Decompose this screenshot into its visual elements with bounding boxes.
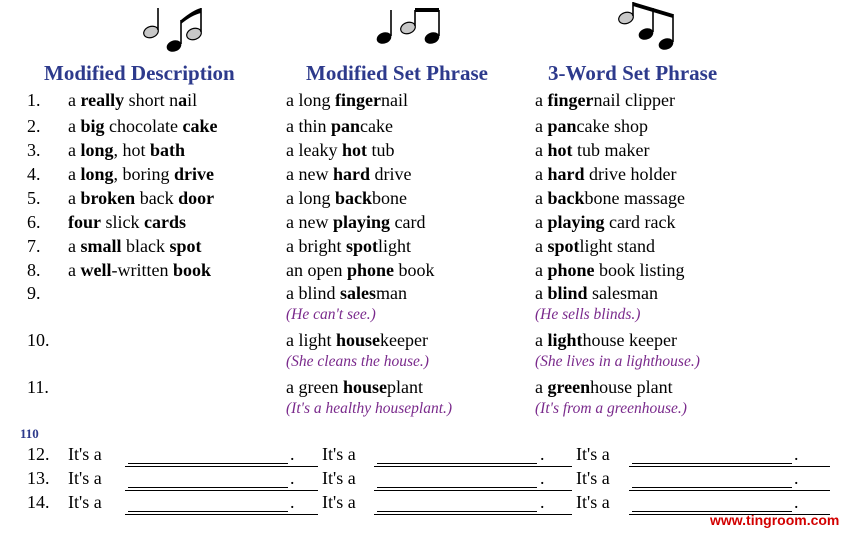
phrase-text: chocolate bbox=[104, 116, 183, 136]
phrase-text: a green bbox=[286, 377, 343, 397]
row-number: 2. bbox=[27, 116, 41, 136]
column-header-modified-set-phrase: Modified Set Phrase bbox=[306, 61, 488, 85]
its-a-label: It's a bbox=[576, 468, 610, 488]
row-underline bbox=[125, 490, 318, 491]
modified-set-phrase-cell bbox=[286, 330, 428, 351]
period: . bbox=[794, 492, 799, 512]
phrase-text: a bbox=[68, 164, 81, 184]
phrase-text: cake bbox=[360, 116, 393, 136]
bold-stress-text: house bbox=[342, 377, 387, 397]
bold-stress-text: cards bbox=[144, 212, 186, 232]
row-number: 1. bbox=[27, 90, 41, 110]
its-a-label: It's a bbox=[322, 444, 356, 464]
period: . bbox=[540, 468, 545, 488]
row-underline bbox=[125, 466, 318, 467]
answer-blank[interactable] bbox=[377, 511, 537, 512]
modified-description-cell bbox=[68, 236, 202, 257]
modified-description-cell bbox=[68, 188, 214, 209]
phrase-text: a bbox=[68, 188, 81, 208]
modified-set-phrase-cell bbox=[286, 377, 423, 398]
phrase-text: black bbox=[121, 236, 170, 256]
phrase-text: , hot bbox=[113, 140, 151, 160]
bold-stress-text: blind bbox=[547, 283, 588, 303]
phrase-text: a bbox=[68, 236, 81, 256]
row-number: 13. bbox=[27, 468, 50, 488]
bold-stress-text: finger bbox=[547, 90, 594, 110]
phrase-text: a thin bbox=[286, 116, 331, 136]
phrase-text: bone massage bbox=[584, 188, 685, 208]
phrase-text: -written bbox=[111, 260, 173, 280]
set-phrase-cell bbox=[535, 116, 648, 137]
phrase-text: a bbox=[535, 236, 548, 256]
row-number: 3. bbox=[27, 140, 41, 160]
phrase-text: il bbox=[187, 90, 198, 110]
bold-stress-text: long bbox=[80, 140, 114, 160]
phrase-text: a bbox=[535, 283, 548, 303]
modified-description-cell bbox=[68, 116, 217, 137]
phrase-text: slick bbox=[101, 212, 144, 232]
row-number: 8. bbox=[27, 260, 41, 280]
modified-set-phrase-cell bbox=[286, 116, 393, 137]
set-phrase-cell bbox=[535, 140, 650, 161]
phrase-text: a light bbox=[286, 330, 336, 350]
phrase-text: a long bbox=[286, 90, 335, 110]
row-number: 9. bbox=[27, 283, 41, 303]
modified-set-phrase-cell bbox=[286, 90, 408, 111]
bold-stress-text: four bbox=[68, 212, 101, 232]
meaning-hint: (She lives in a lighthouse.) bbox=[535, 353, 700, 370]
phrase-text: card rack bbox=[604, 212, 676, 232]
phrase-text: a bbox=[535, 212, 548, 232]
answer-blank[interactable] bbox=[377, 487, 537, 488]
period: . bbox=[290, 492, 295, 512]
its-a-label: It's a bbox=[322, 492, 356, 512]
modified-description-cell bbox=[68, 90, 197, 111]
phrase-text: a bbox=[535, 116, 548, 136]
phrase-text: salesman bbox=[587, 283, 659, 303]
set-phrase-cell bbox=[535, 188, 685, 209]
bold-stress-text: drive bbox=[174, 164, 215, 184]
phrase-text: a bbox=[68, 90, 81, 110]
meaning-hint: (She cleans the house.) bbox=[286, 353, 429, 370]
modified-description-cell bbox=[68, 164, 214, 185]
bold-stress-text: really bbox=[80, 90, 125, 110]
bold-stress-text: hard bbox=[547, 164, 585, 184]
bold-stress-text: book bbox=[172, 260, 212, 280]
phrase-text: a leaky bbox=[286, 140, 342, 160]
phrase-text: tub bbox=[366, 140, 395, 160]
row-underline bbox=[629, 490, 830, 491]
row-number: 6. bbox=[27, 212, 41, 232]
phrase-text: nail clipper bbox=[593, 90, 675, 110]
bold-stress-text: bath bbox=[150, 140, 186, 160]
set-phrase-cell bbox=[535, 377, 673, 398]
bold-stress-text: house bbox=[336, 330, 381, 350]
modified-set-phrase-cell bbox=[286, 260, 435, 281]
its-a-label: It's a bbox=[68, 468, 102, 488]
phrase-text: a bbox=[535, 140, 548, 160]
phrase-text: a bbox=[68, 260, 81, 280]
watermark: www.tingroom.com bbox=[710, 512, 840, 528]
row-number: 10. bbox=[27, 330, 50, 350]
row-underline bbox=[629, 466, 830, 467]
modified-set-phrase-cell bbox=[286, 236, 411, 257]
phrase-text: light stand bbox=[579, 236, 656, 256]
modified-description-cell bbox=[68, 260, 211, 281]
phrase-text: nail bbox=[380, 90, 408, 110]
phrase-text: a new bbox=[286, 164, 333, 184]
phrase-text: house plant bbox=[590, 377, 673, 397]
period: . bbox=[794, 468, 799, 488]
bold-stress-text: small bbox=[80, 236, 122, 256]
bold-stress-text: back bbox=[547, 188, 585, 208]
answer-blank[interactable] bbox=[128, 463, 288, 464]
meaning-hint: (It's a healthy houseplant.) bbox=[286, 400, 453, 417]
bold-stress-text: pan bbox=[331, 116, 361, 136]
phrase-text: man bbox=[376, 283, 407, 303]
modified-description-cell bbox=[68, 212, 186, 233]
set-phrase-cell bbox=[535, 236, 655, 257]
answer-blank[interactable] bbox=[128, 511, 288, 512]
row-number: 4. bbox=[27, 164, 41, 184]
bold-stress-text: sales bbox=[340, 283, 376, 303]
phrase-text: tub maker bbox=[572, 140, 650, 160]
column-header-3-word-set-phrase: 3-Word Set Phrase bbox=[548, 61, 718, 85]
music-notes-icon bbox=[138, 4, 210, 54]
bold-stress-text: big bbox=[80, 116, 105, 136]
bold-stress-text: hot bbox=[341, 140, 367, 160]
music-notes-icon bbox=[372, 4, 446, 50]
bold-stress-text: spot bbox=[169, 236, 202, 256]
its-a-label: It's a bbox=[68, 492, 102, 512]
phrase-text: plant bbox=[386, 377, 423, 397]
its-a-label: It's a bbox=[322, 468, 356, 488]
bold-stress-text: green bbox=[547, 377, 591, 397]
period: . bbox=[540, 492, 545, 512]
answer-blank[interactable] bbox=[632, 463, 792, 464]
bold-stress-text: hard bbox=[332, 164, 370, 184]
modified-set-phrase-cell bbox=[286, 140, 395, 161]
meaning-hint: (It's from a greenhouse.) bbox=[535, 400, 687, 417]
bold-stress-text: well bbox=[80, 260, 112, 280]
bold-stress-text: back bbox=[335, 188, 373, 208]
row-number: 5. bbox=[27, 188, 41, 208]
its-a-label: It's a bbox=[576, 444, 610, 464]
set-phrase-cell bbox=[535, 260, 685, 281]
phrase-text: a bbox=[535, 377, 548, 397]
modified-set-phrase-cell bbox=[286, 188, 407, 209]
phrase-text: short n bbox=[124, 90, 179, 110]
bold-stress-text: cake bbox=[182, 116, 218, 136]
phrase-text: light bbox=[378, 236, 412, 256]
bold-stress-text: door bbox=[178, 188, 215, 208]
period: . bbox=[290, 444, 295, 464]
period: . bbox=[540, 444, 545, 464]
phrase-text: drive bbox=[370, 164, 412, 184]
phrase-text: a bbox=[535, 330, 548, 350]
period: . bbox=[290, 468, 295, 488]
modified-set-phrase-cell bbox=[286, 164, 411, 185]
bold-stress-text: hot bbox=[547, 140, 573, 160]
row-underline bbox=[125, 514, 318, 515]
phrase-text: keeper bbox=[380, 330, 428, 350]
period: . bbox=[794, 444, 799, 464]
row-number: 12. bbox=[27, 444, 50, 464]
bold-stress-text: long bbox=[80, 164, 114, 184]
phrase-text: a bright bbox=[286, 236, 346, 256]
row-number: 7. bbox=[27, 236, 41, 256]
phrase-text: bone bbox=[372, 188, 408, 208]
page-number: 110 bbox=[20, 426, 39, 441]
phrase-text: book bbox=[394, 260, 435, 280]
bold-stress-text: finger bbox=[335, 90, 381, 110]
row-number: 11. bbox=[27, 377, 49, 397]
phrase-text: card bbox=[390, 212, 426, 232]
phrase-text: a long bbox=[286, 188, 335, 208]
phrase-text: a bbox=[535, 188, 548, 208]
phrase-text: an open bbox=[286, 260, 347, 280]
row-underline bbox=[374, 514, 572, 515]
phrase-text: , boring bbox=[113, 164, 175, 184]
phrase-text: a bbox=[535, 164, 548, 184]
phrase-text: a new bbox=[286, 212, 333, 232]
phrase-text: cake shop bbox=[576, 116, 649, 136]
bold-stress-text: phone bbox=[547, 260, 595, 280]
answer-blank[interactable] bbox=[632, 487, 792, 488]
phrase-text: a bbox=[68, 140, 81, 160]
phrase-text: back bbox=[135, 188, 179, 208]
set-phrase-cell bbox=[535, 283, 658, 304]
bold-stress-text: spot bbox=[346, 236, 379, 256]
row-number: 14. bbox=[27, 492, 50, 512]
bold-stress-text: light bbox=[547, 330, 583, 350]
meaning-hint: (He sells blinds.) bbox=[535, 306, 641, 323]
answer-blank[interactable] bbox=[128, 487, 288, 488]
modified-set-phrase-cell bbox=[286, 212, 426, 233]
bold-stress-text: phone bbox=[346, 260, 395, 280]
bold-stress-text: spot bbox=[547, 236, 580, 256]
answer-blank[interactable] bbox=[377, 463, 537, 464]
phrase-text: drive holder bbox=[584, 164, 677, 184]
set-phrase-cell bbox=[535, 212, 675, 233]
meaning-hint: (He can't see.) bbox=[286, 306, 376, 323]
phrase-text: house keeper bbox=[582, 330, 677, 350]
bold-stress-text: a bbox=[178, 90, 188, 110]
phrase-text: a bbox=[68, 116, 81, 136]
set-phrase-cell bbox=[535, 330, 677, 351]
its-a-label: It's a bbox=[576, 492, 610, 512]
set-phrase-cell bbox=[535, 90, 675, 111]
bold-stress-text: broken bbox=[80, 188, 136, 208]
phrase-text: a blind bbox=[286, 283, 340, 303]
modified-set-phrase-cell bbox=[286, 283, 407, 304]
row-underline bbox=[374, 466, 572, 467]
bold-stress-text: playing bbox=[332, 212, 391, 232]
bold-stress-text: pan bbox=[547, 116, 577, 136]
column-header-modified-description: Modified Description bbox=[44, 61, 235, 85]
its-a-label: It's a bbox=[68, 444, 102, 464]
row-underline bbox=[374, 490, 572, 491]
phrase-text: a bbox=[535, 260, 548, 280]
set-phrase-cell bbox=[535, 164, 676, 185]
modified-description-cell bbox=[68, 140, 185, 161]
bold-stress-text: playing bbox=[547, 212, 605, 232]
music-notes-icon bbox=[612, 0, 682, 52]
phrase-text: a bbox=[535, 90, 548, 110]
phrase-text: book listing bbox=[594, 260, 685, 280]
